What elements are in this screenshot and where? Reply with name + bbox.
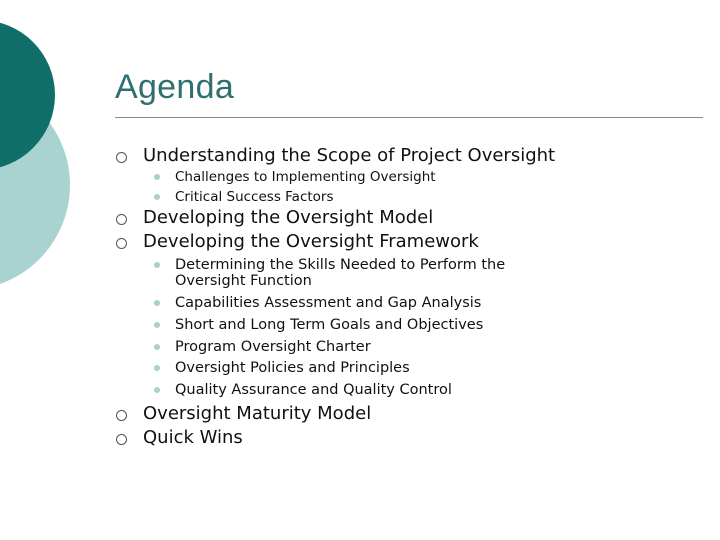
dot-bullet-icon [154, 300, 160, 306]
agenda-item: Quick Wins [143, 427, 243, 448]
dot-bullet-icon [154, 262, 160, 268]
dot-bullet-icon [154, 194, 160, 200]
dot-bullet-icon [154, 387, 160, 393]
agenda-item: Developing the Oversight Model [143, 207, 434, 228]
agenda-subitem: Critical Success Factors [175, 189, 334, 205]
hollow-bullet-icon [116, 152, 127, 163]
agenda-subitem-continuation: Oversight Function [175, 273, 312, 289]
dot-bullet-icon [154, 174, 160, 180]
agenda-subitem: Oversight Policies and Principles [175, 360, 410, 376]
agenda-item: Developing the Oversight Framework [143, 231, 479, 252]
agenda-subitem: Challenges to Implementing Oversight [175, 169, 436, 185]
agenda-item: Oversight Maturity Model [143, 403, 372, 424]
dot-bullet-icon [154, 365, 160, 371]
agenda-subitem: Determining the Skills Needed to Perform the [175, 257, 506, 273]
dot-bullet-icon [154, 344, 160, 350]
slide-title: Agenda [115, 68, 235, 106]
hollow-bullet-icon [116, 434, 127, 445]
agenda-subitem: Capabilities Assessment and Gap Analysis [175, 295, 482, 311]
hollow-bullet-icon [116, 214, 127, 225]
agenda-subitem: Program Oversight Charter [175, 339, 371, 355]
agenda-subitem: Short and Long Term Goals and Objectives [175, 317, 484, 333]
agenda-item: Understanding the Scope of Project Oversight [143, 145, 556, 166]
dot-bullet-icon [154, 322, 160, 328]
agenda-subitem: Quality Assurance and Quality Control [175, 382, 452, 398]
hollow-bullet-icon [116, 410, 127, 421]
hollow-bullet-icon [116, 238, 127, 249]
